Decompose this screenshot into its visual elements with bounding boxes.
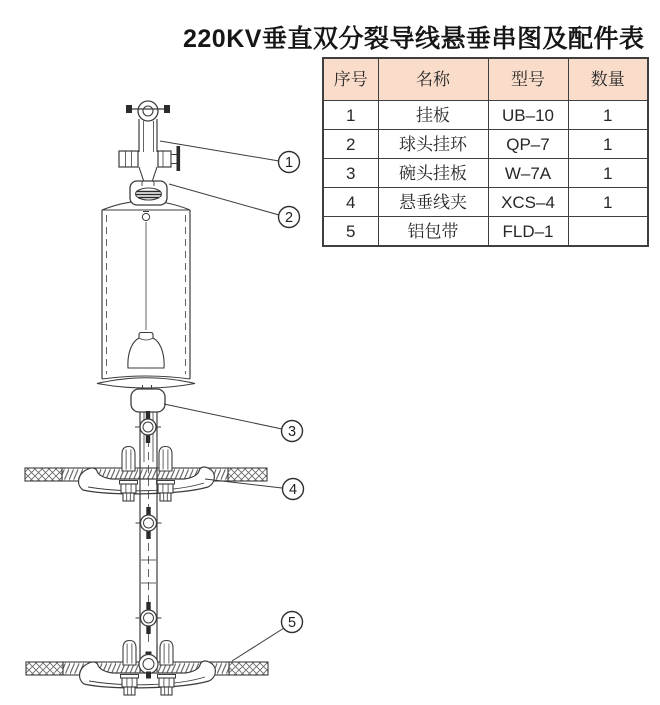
cell-qty: 1 — [568, 188, 648, 217]
cell-qty: 1 — [568, 130, 648, 159]
table-row — [323, 188, 648, 217]
cell-index: 5 — [323, 217, 378, 247]
callout-leader-lines — [160, 141, 284, 661]
cell-model: QP–7 — [488, 130, 568, 159]
parts-table — [322, 57, 649, 247]
suspension-string-diagram — [0, 0, 320, 705]
callout-1 — [279, 152, 300, 173]
table-row — [323, 101, 648, 130]
cell-name: 铝包带 — [378, 217, 488, 247]
col-header-model: 型号 — [488, 58, 568, 101]
cell-index: 2 — [323, 130, 378, 159]
cell-index: 4 — [323, 188, 378, 217]
callout-2-label: 2 — [284, 210, 294, 227]
col-header-name: 名称 — [378, 58, 488, 101]
callout-3-label: 3 — [287, 424, 297, 441]
cell-index: 3 — [323, 159, 378, 188]
cell-qty — [568, 217, 648, 247]
col-header-qty: 数量 — [568, 58, 648, 101]
parts-table-header-row — [323, 58, 648, 101]
table-row — [323, 159, 648, 188]
cell-model: W–7A — [488, 159, 568, 188]
cell-qty: 1 — [568, 101, 648, 130]
callout-2 — [279, 207, 300, 228]
callout-4-label: 4 — [288, 482, 298, 499]
hanging-plate-ub10 — [119, 101, 180, 182]
callout-5 — [282, 612, 303, 633]
ball-eye-qp7 — [130, 181, 167, 205]
table-row — [323, 217, 648, 247]
callout-4 — [283, 479, 304, 500]
cell-model: FLD–1 — [488, 217, 568, 247]
cell-name: 球头挂环 — [378, 130, 488, 159]
cell-name: 碗头挂板 — [378, 159, 488, 188]
callout-5-label: 5 — [287, 615, 297, 632]
cell-index: 1 — [323, 101, 378, 130]
callout-3 — [282, 421, 303, 442]
cell-model: UB–10 — [488, 101, 568, 130]
cell-name: 挂板 — [378, 101, 488, 130]
cell-qty: 1 — [568, 159, 648, 188]
cell-model: XCS–4 — [488, 188, 568, 217]
insulator-cylinder — [97, 201, 195, 388]
callout-1-label: 1 — [284, 155, 294, 172]
socket-clevis-w7a — [131, 385, 165, 412]
cell-name: 悬垂线夹 — [378, 188, 488, 217]
col-header-index: 序号 — [323, 58, 378, 101]
table-row — [323, 130, 648, 159]
suspension-clamp-top — [25, 447, 267, 502]
page-title: 220KV垂直双分裂导线悬垂串图及配件表 — [183, 25, 645, 53]
